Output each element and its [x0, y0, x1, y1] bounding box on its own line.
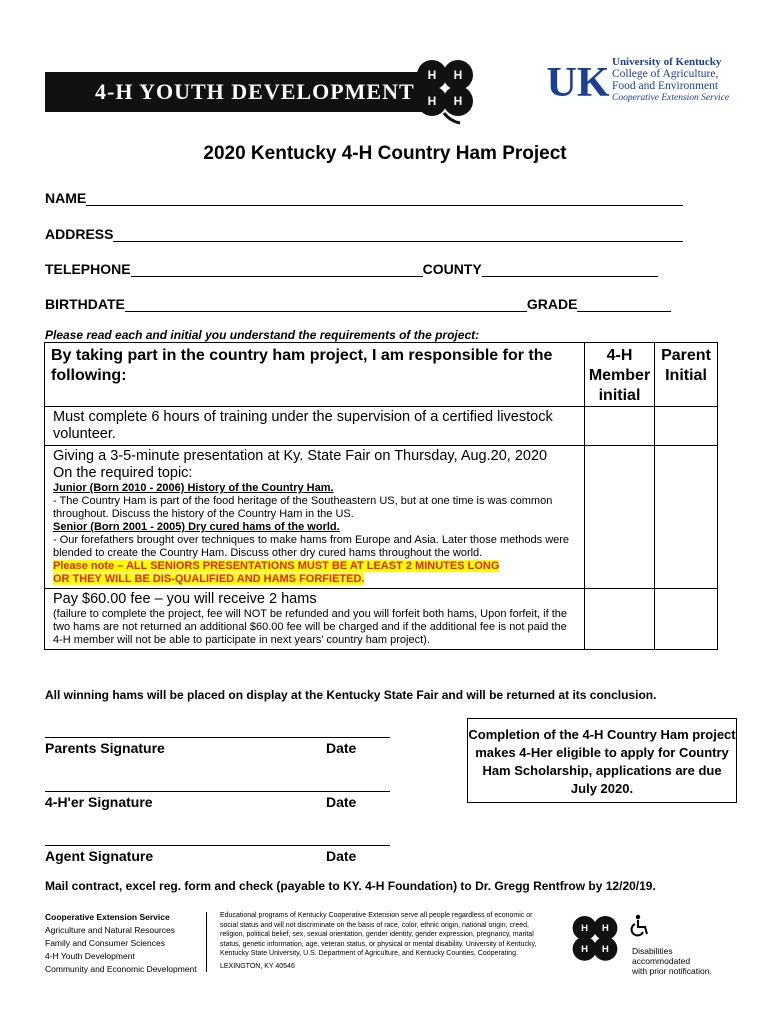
page-title: 2020 Kentucky 4-H Country Ham Project: [203, 143, 567, 164]
svg-text:UK: UK: [546, 60, 610, 106]
telephone-field[interactable]: TELEPHONE COUNTY: [45, 261, 658, 277]
svg-text:H: H: [427, 68, 437, 82]
parent-initial-header: Parent Initial: [661, 347, 711, 384]
agent-signature-line[interactable]: [45, 845, 390, 846]
program-banner: 4-H YOUTH DEVELOPMENT: [45, 72, 433, 112]
parent-initial-cell[interactable]: [655, 589, 717, 649]
four-h-clover-icon: [410, 55, 480, 125]
birthdate-field[interactable]: BIRTHDATE GRADE: [45, 296, 671, 312]
footer-divider: [206, 912, 207, 972]
county-line[interactable]: [482, 262, 658, 277]
mail-instructions: Mail contract, excel reg. form and check (payable to KY. 4-H Foundation) to Dr. Gregg Rentfrow by 12/20/19.: [45, 879, 656, 893]
parent-initial-cell[interactable]: [655, 446, 717, 588]
display-note: All winning hams will be placed on display at the Kentucky State Fair and will be returned at its conclusion.: [45, 688, 657, 702]
svg-text:H: H: [453, 94, 463, 108]
disability-note: Disabilities accommodated with prior notification.: [632, 946, 712, 976]
table-row: Giving a 3-5-minute presentation at Ky. State Fair on Thursday, Aug.20, 2020 On the required topic: Junior (Born 2010 - 2006) History of the Country Ham. - The Country Ham is part of the food heritage of the Southeastern US, but at one time is was common throughout. Discuss the history of the Country Ham in the US. Senior (Born 2001 - 2005) Dry cured hams of the world. - Our forefathers brought over techniques to make hams from Europe and Asia. Later those methods were blended to create the Country Ham. Discuss other dry cured hams throughout the world. Please note – ALL SENIORS PRESENTATIONS MUST BE AT LEAST 2 MINUTES LONG OR THEY WILL BE DIS-QUALIFIED AND HAMS FORFIETED.: [45, 446, 717, 589]
svg-text:H: H: [427, 94, 437, 108]
table-header: [45, 343, 717, 407]
member-date-label: Date: [326, 794, 357, 810]
parents-date-label: Date: [326, 740, 357, 756]
requirement-header: By taking part in the country ham project, I am responsible for the following:: [45, 343, 585, 406]
svg-text:H: H: [453, 68, 463, 82]
parents-signature-label: Parents Signature: [45, 740, 165, 756]
telephone-line[interactable]: [131, 262, 423, 277]
member-initial-cell[interactable]: [585, 407, 655, 445]
member-initial-cell[interactable]: [585, 446, 655, 588]
member-initial-header: 4-H Member initial: [585, 343, 655, 406]
name-field[interactable]: NAME: [45, 190, 683, 206]
extension-programs: Cooperative Extension Service Agriculture and Natural Resources Family and Consumer Sciences 4-H Youth Development Community and Economic Development: [45, 912, 197, 974]
address: LEXINGTON, KY 40546: [220, 962, 295, 970]
scholarship-box: Completion of the 4-H Country Ham project makes 4-Her eligible to apply for Country Ham Scholarship, applications are due July 2020.: [467, 718, 737, 803]
agent-date-label: Date: [326, 848, 357, 864]
name-line[interactable]: [86, 191, 683, 206]
grade-line[interactable]: [577, 297, 671, 312]
agent-signature-label: Agent Signature: [45, 848, 154, 864]
address-line[interactable]: [113, 227, 683, 242]
member-signature-line[interactable]: [45, 791, 390, 792]
svg-text:H: H: [601, 944, 609, 955]
parent-initial-cell[interactable]: [655, 407, 717, 445]
table-row: Pay $60.00 fee – you will receive 2 hams (failure to complete the project, fee will NOT be refunded and you will forfeit both hams, Upon forfeit, if the two hams are not returned an additional $60.00 fee will be charged and if the additional fee is not paid the 4-H member will not be able to participate in next years' country ham project).: [45, 589, 717, 649]
uk-college-name: University of Kentucky College of Agriculture, Food and Environment Cooperative Extension Service: [612, 56, 730, 103]
svg-text:H: H: [601, 923, 609, 935]
table-row: Must complete 6 hours of training under the supervision of a certified livestock volunteer.: [45, 407, 717, 446]
svg-text:H: H: [581, 944, 589, 955]
instructions: Please read each and initial you understand the requirements of the project:: [45, 328, 480, 342]
address-field[interactable]: ADDRESS: [45, 226, 683, 242]
requirements-table: [44, 342, 718, 650]
uk-logo-icon: [546, 58, 610, 106]
nondiscrimination-statement: Educational programs of Kentucky Cooperative Extension serve all people regardless of economic or social status and will not discriminate on the basis of race, color, ethnic origin, national origin, creed, religion, political belief, sex, sexual orientation, gender identity, gender expression, pregnancy, marital status, genetic information, age, veteran status, or physical or mental disability. University of Kentucky, Kentucky State University, U.S. Department of Agriculture, and Kentucky Counties, Cooperating. LEXINGTON, KY 40546: [220, 911, 550, 972]
parents-signature-line[interactable]: [45, 737, 390, 738]
wheelchair-icon: [628, 914, 652, 938]
four-h-clover-icon: [567, 912, 623, 968]
birthdate-line[interactable]: [125, 297, 527, 312]
member-initial-cell[interactable]: [585, 589, 655, 649]
svg-text:H: H: [581, 923, 589, 935]
member-signature-label: 4-H'er Signature: [45, 794, 153, 810]
